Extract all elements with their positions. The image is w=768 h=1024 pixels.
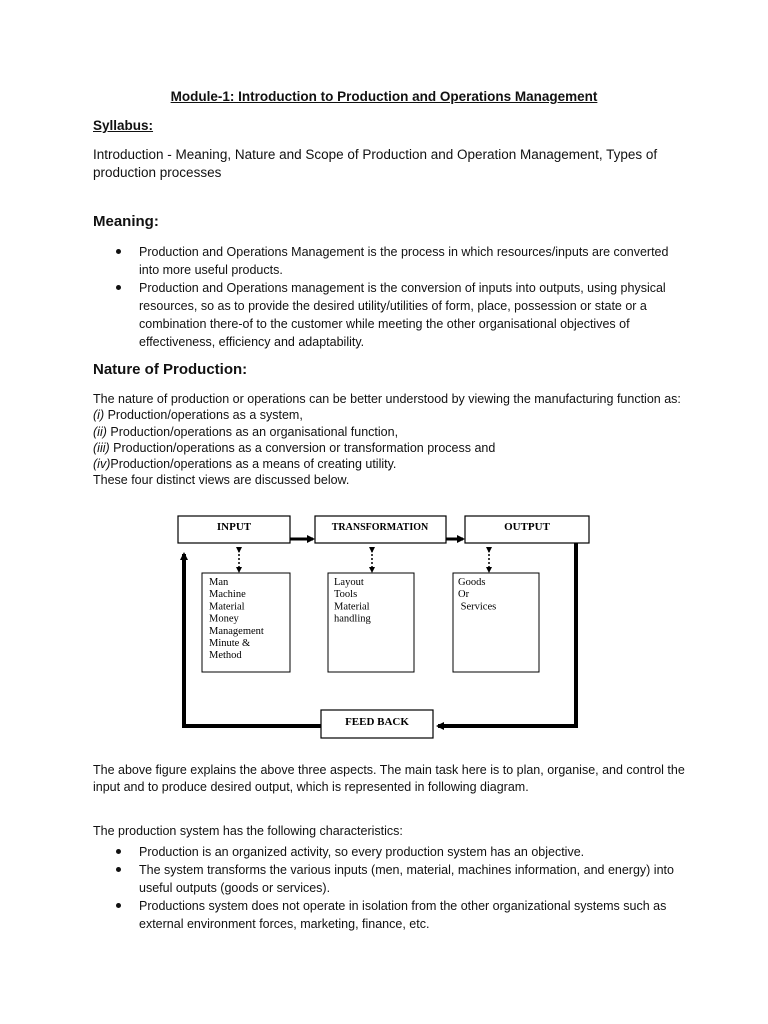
characteristics-list: [93, 843, 693, 933]
input-item: Machine: [209, 589, 246, 601]
output-item: Goods: [458, 577, 486, 588]
input-item: Money: [209, 613, 239, 625]
production-system-diagram: [170, 510, 600, 750]
meaning-list: [93, 243, 683, 351]
list-item: The system transforms the various inputs (men, material, machines information, and energy) into useful outputs (goods or services).: [93, 861, 693, 897]
transformation-item: Tools: [334, 589, 358, 601]
input-item: Management: [209, 625, 264, 637]
transformation-item: Material: [334, 601, 370, 613]
nature-heading: Nature of Production:: [93, 361, 248, 378]
input-item: Minute &: [209, 638, 251, 649]
view-number: (ii): [93, 424, 107, 439]
output-item: Or: [458, 589, 470, 601]
characteristics-intro: The production system has the following characteristics:: [93, 824, 403, 838]
input-item: Material: [209, 601, 245, 613]
transformation-item: handling: [334, 613, 371, 625]
view-line: [93, 456, 693, 472]
view-text: Production/operations as an organisational function,: [106, 424, 399, 439]
syllabus-text: Introduction - Meaning, Nature and Scope of Production and Operation Management, Types of production processes: [93, 147, 658, 180]
output-item: Services: [458, 601, 497, 613]
figure-explanation: The above figure explains the above three aspects. The main task here is to plan, organise, and control the input and to produce desired output, which is represented in following diagram.: [93, 763, 685, 794]
page-title: Module-1: Introduction to Production and Operations Management: [170, 89, 598, 104]
list-item: Production and Operations Management is the process in which resources/inputs are converted into more useful products.: [93, 243, 683, 279]
view-number: (i): [93, 408, 105, 423]
list-item: Production and Operations management is the conversion of inputs into outputs, using physical resources, so as to provide the desired utility/utilities of form, place, possession or state or a combination there-of to the customer while meeting the other organisational objectives of effectiveness, efficiency and adaptability.: [93, 279, 683, 351]
meaning-heading: Meaning:: [93, 213, 159, 230]
transformation-label: TRANSFORMATION: [331, 522, 429, 533]
view-text: Production/operations as a means of creating utility.: [110, 457, 397, 472]
output-label: OUTPUT: [504, 521, 550, 533]
view-number: (iii): [93, 440, 110, 455]
nature-intro: The nature of production or operations can be better understood by viewing the manufacturing function as:: [93, 392, 681, 406]
list-item: Productions system does not operate in isolation from the other organizational systems such as external environment forces, marketing, finance, etc.: [93, 897, 693, 933]
view-line: [93, 424, 693, 440]
list-item: Production is an organized activity, so every production system has an objective.: [93, 843, 693, 861]
nature-paragraph: [93, 391, 693, 489]
view-text: Production/operations as a system,: [104, 408, 303, 423]
nature-closing: These four distinct views are discussed below.: [93, 473, 350, 488]
input-item: Method: [209, 650, 242, 662]
view-line: [93, 407, 693, 423]
input-label: INPUT: [216, 521, 252, 533]
transformation-item: Layout: [334, 577, 364, 588]
feedback-label: FEED BACK: [345, 716, 409, 728]
view-line: [93, 440, 693, 456]
view-number: (iv): [93, 457, 111, 472]
input-item: Man: [209, 577, 229, 588]
syllabus-heading: Syllabus:: [93, 118, 154, 133]
view-text: Production/operations as a conversion or transformation process and: [109, 440, 496, 455]
